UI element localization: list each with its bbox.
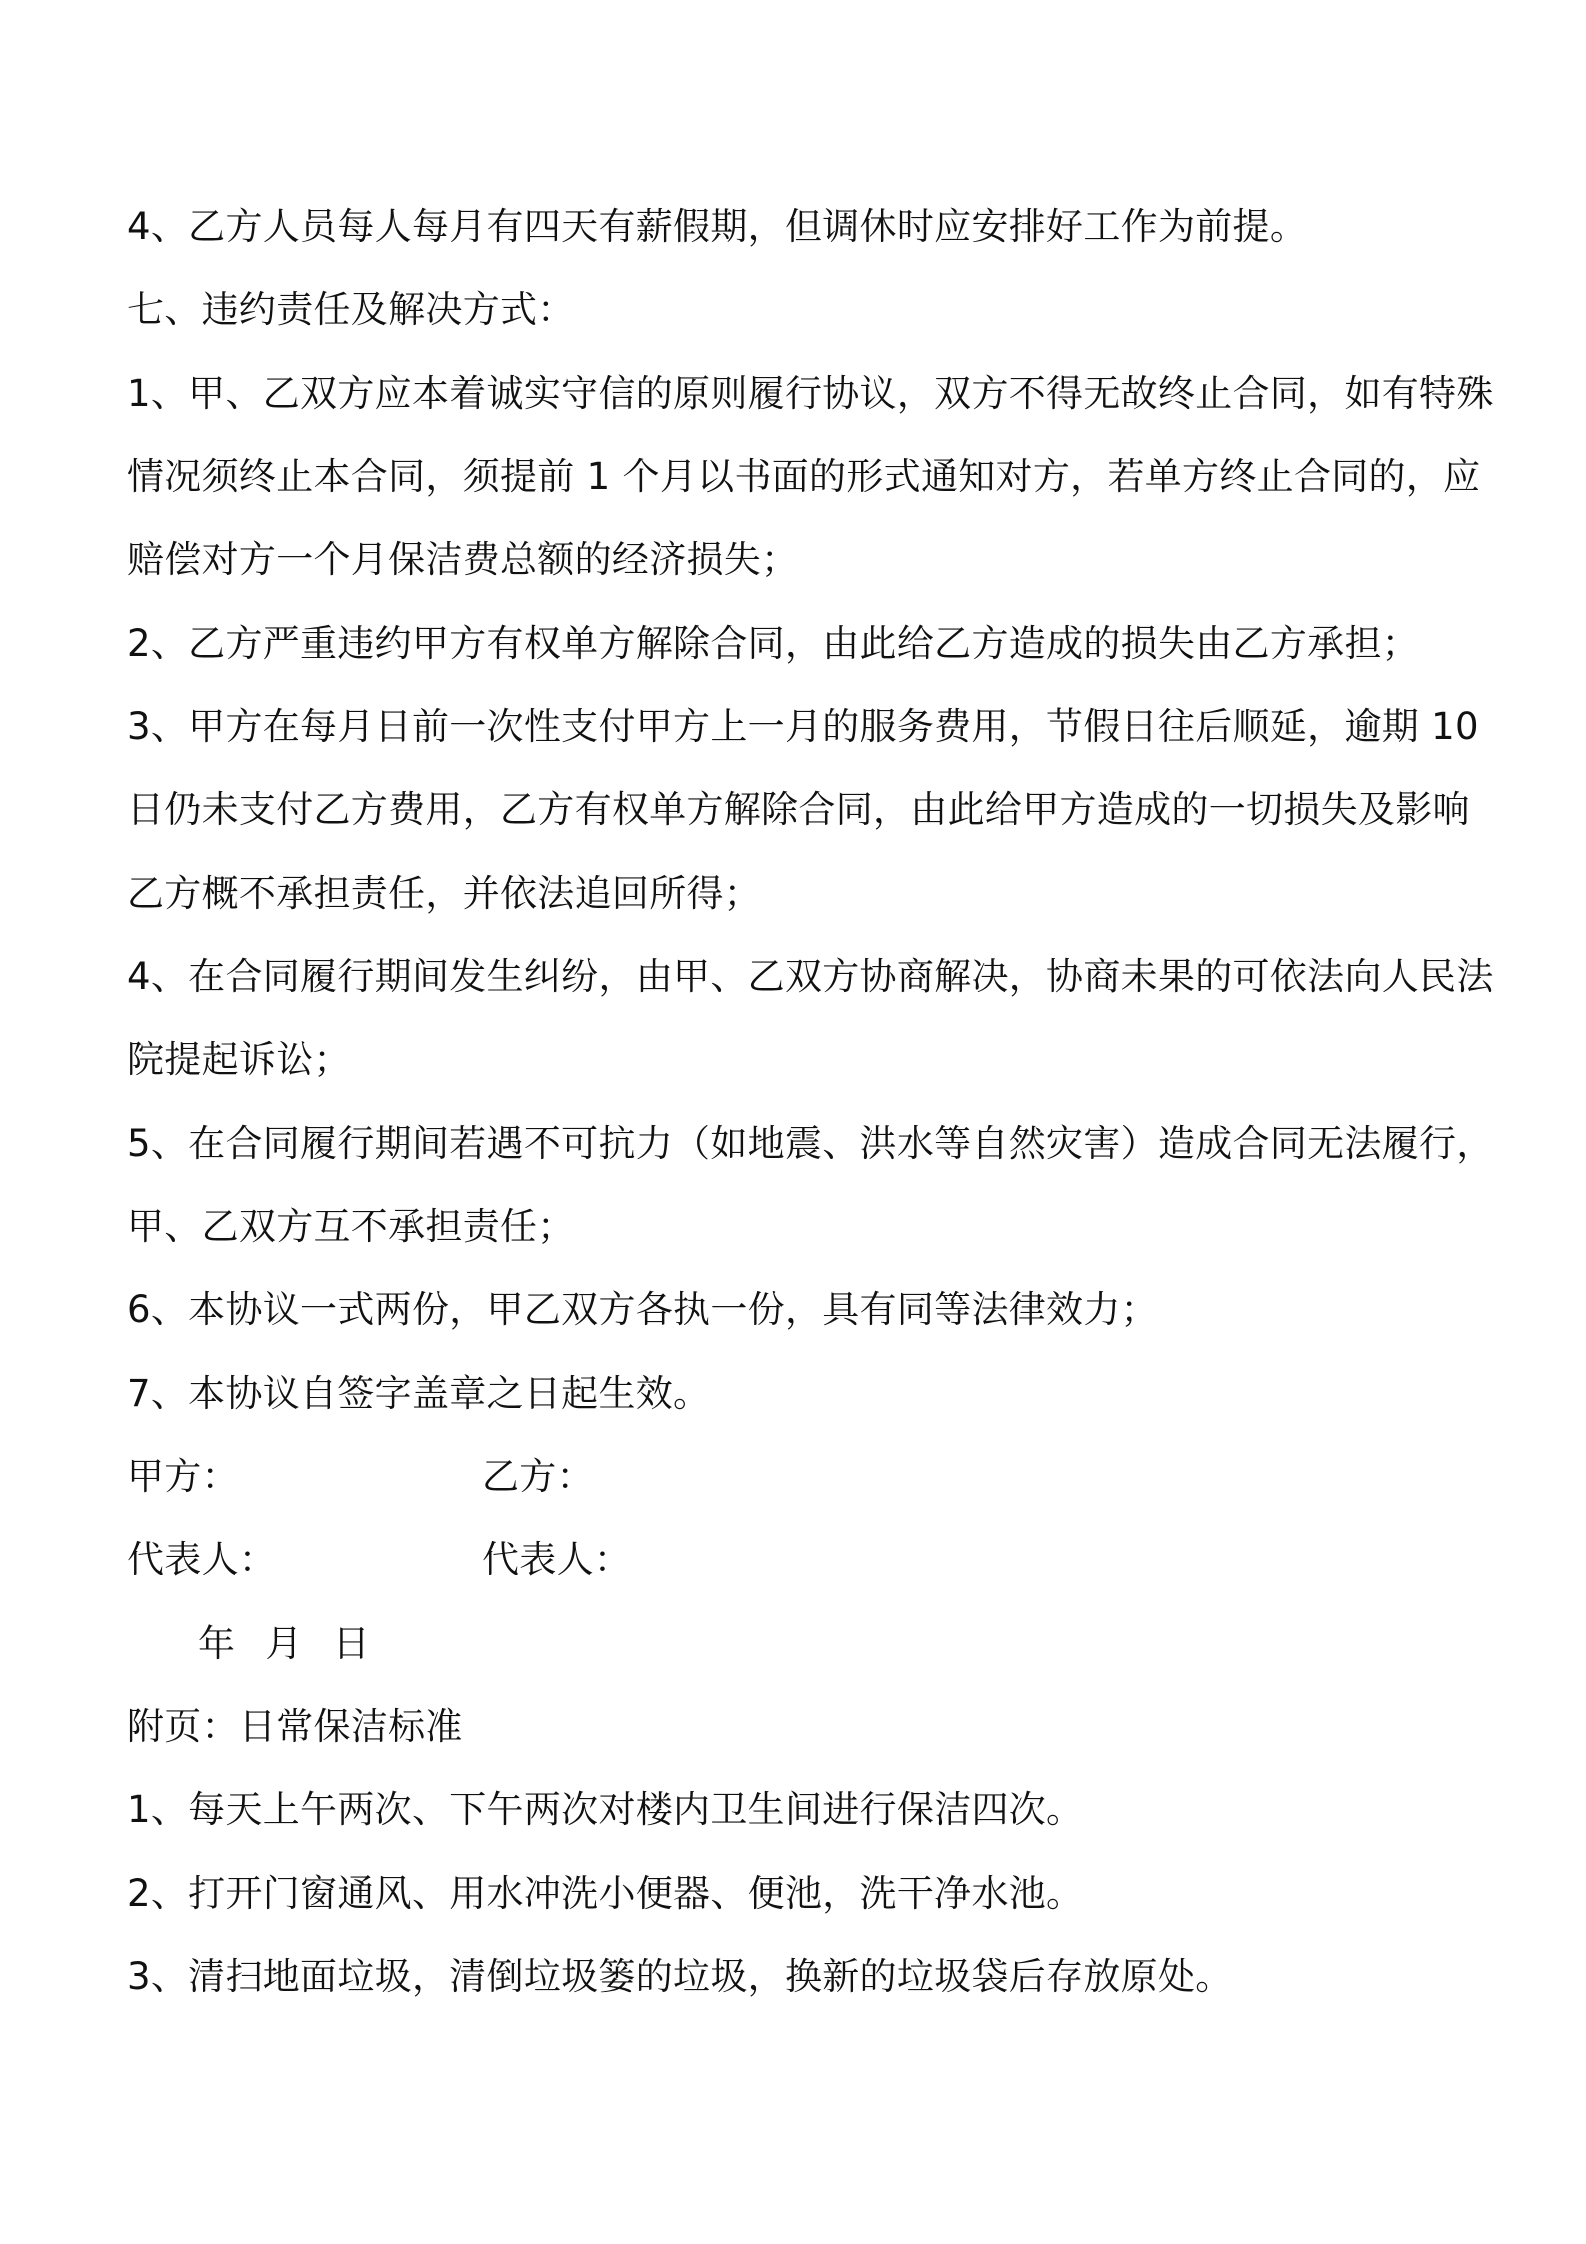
clause-6: 6、本协议一式两份，甲乙双方各执一份，具有同等法律效力； (127, 1288, 1158, 1331)
clause-3-line-1: 3、甲方在每月日前一次性支付甲方上一月的服务费用，节假日往后顺延，逾期 10 (127, 705, 1479, 748)
clause-4-paid-leave: 4、乙方人员每人每月有四天有薪假期，但调休时应安排好工作为前提。 (127, 205, 1308, 248)
section-7-heading: 七、违约责任及解决方式： (127, 288, 575, 331)
date-label: 年 月 日 (198, 1622, 371, 1665)
party-b-label: 乙方： (482, 1455, 594, 1498)
clause-2: 2、乙方严重违约甲方有权单方解除合同，由此给乙方造成的损失由乙方承担； (127, 622, 1420, 665)
rep-a-label: 代表人： (127, 1538, 277, 1581)
clause-5-line-1: 5、在合同履行期间若遇不可抗力（如地震、洪水等自然灾害）造成合同无法履行， (127, 1122, 1494, 1165)
appendix-item: 2、打开门窗通风、用水冲洗小便器、便池，洗干净水池。 (127, 1872, 1084, 1915)
appendix-title: 附页：日常保洁标准 (127, 1705, 463, 1748)
clause-1-line-1: 1、甲、乙双方应本着诚实守信的原则履行协议，双方不得无故终止合同，如有特殊 (127, 372, 1494, 415)
party-a-label: 甲方： (127, 1455, 239, 1498)
clause-1-line-2: 情况须终止本合同，须提前 1 个月以书面的形式通知对方，若单方终止合同的，应 (127, 455, 1481, 498)
clause-3-line-3: 乙方概不承担责任，并依法追回所得； (127, 872, 762, 915)
clause-1-line-3: 赔偿对方一个月保洁费总额的经济损失； (127, 538, 799, 581)
rep-b-label: 代表人： (482, 1538, 632, 1581)
clause-7: 7、本协议自签字盖章之日起生效。 (127, 1372, 711, 1415)
appendix-item: 1、每天上午两次、下午两次对楼内卫生间进行保洁四次。 (127, 1788, 1084, 1831)
clause-4-line-2: 院提起诉讼； (127, 1038, 351, 1081)
appendix-item: 3、清扫地面垃圾，清倒垃圾篓的垃圾，换新的垃圾袋后存放原处。 (127, 1955, 1233, 1998)
clause-4-line-1: 4、在合同履行期间发生纠纷，由甲、乙双方协商解决，协商未果的可依法向人民法 (127, 955, 1494, 998)
clause-5-line-2: 甲、乙双方互不承担责任； (127, 1205, 575, 1248)
clause-3-line-2: 日仍未支付乙方费用，乙方有权单方解除合同，由此给甲方造成的一切损失及影响 (127, 788, 1470, 831)
